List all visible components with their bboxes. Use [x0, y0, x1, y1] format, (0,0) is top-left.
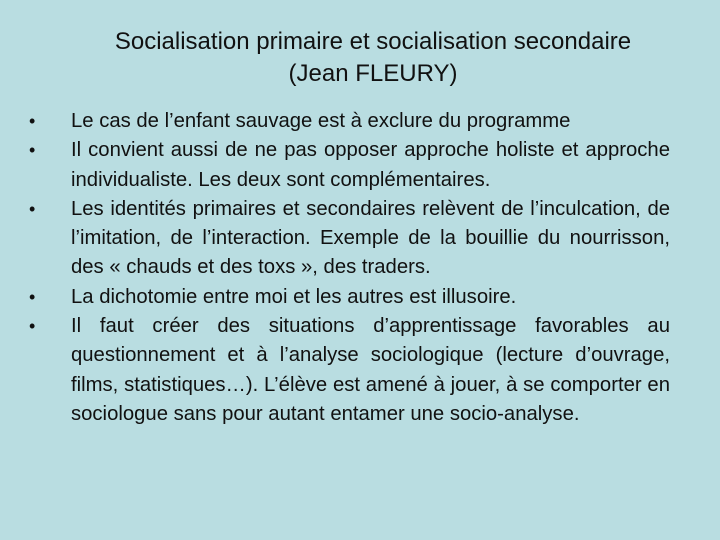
- bullet-text: Il convient aussi de ne pas opposer approche holiste et approche individualiste. Les deux sont complémentaires.: [71, 139, 670, 191]
- bullet-icon: •: [29, 111, 36, 131]
- bullet-text: La dichotomie entre moi et les autres est illusoire.: [71, 285, 517, 308]
- bullet-item: [28, 195, 670, 283]
- bullet-item: [28, 107, 670, 136]
- bullet-text: Les identités primaires et secondaires relèvent de l’inculcation, de l’imitation, de l’interaction. Exemple de la bouillie du nourrisson, des « chauds et des toxs », des traders.: [71, 197, 670, 279]
- bullet-item: [28, 136, 670, 195]
- bullet-text: Le cas de l’enfant sauvage est à exclure du programme: [71, 110, 571, 132]
- bullet-icon: •: [29, 316, 36, 337]
- bullet-icon: •: [29, 140, 36, 161]
- bullet-icon: •: [29, 198, 36, 219]
- bullet-item: [28, 312, 670, 429]
- bullet-icon: •: [29, 286, 36, 307]
- bullet-list: [28, 107, 670, 429]
- slide-title: [40, 26, 706, 90]
- bullet-text: Il faut créer des situations d’apprentissage favorables au questionnement et à l’analyse sociologique (lecture d’ouvrage, films, statistiques…). L’élève est amené à jouer, à se comporter en sociologue sans pour autant entamer une socio-analyse.: [71, 315, 670, 425]
- slide-title-line-1: Socialisation primaire et socialisation secondaire: [114, 28, 632, 55]
- slide-title-line-2: (Jean FLEURY): [288, 60, 458, 87]
- bullet-item: [28, 283, 670, 312]
